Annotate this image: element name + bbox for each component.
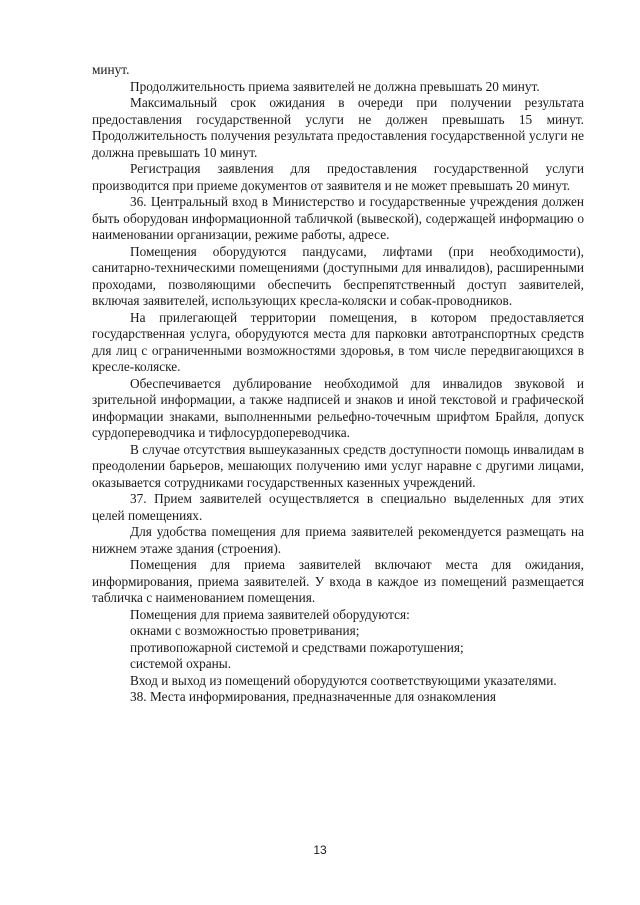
paragraph-waiting-places: Помещения для приема заявителей включают места для ожидания, информирования, приема заявителей. У входа в каждое из помещений размещается табличка с наименованием помещения.	[92, 557, 584, 605]
paragraph-equipment-security: системой охраны.	[130, 656, 232, 671]
paragraph-assistance: В случае отсутствия вышеуказанных средств доступности помощь инвалидам в преодолении барьеров, мешающих получению ими услуг наравне с другими лицами, оказывается сотрудниками государственных казенных учреждений.	[92, 441, 584, 490]
paragraph-max-waiting-time: Максимальный срок ожидания в очереди при получении результата предоставления государственной услуги не должен превышать 15 минут. Продолжительность получения результата предоставления государственной услуги не должна превышать 10 минут.	[92, 95, 584, 160]
paragraph-reception-duration: Продолжительность приема заявителей не должна превышать 20 минут.	[130, 78, 540, 94]
paragraph-braille: Обеспечивается дублирование необходимой для инвалидов звуковой и зрительной информации, а также надписей и знаков и иной текстовой и графической информации знаками, выполненными рельефно-точечным шрифтом Брайля, допуск сурдопереводчика и тифлосурдопереводчика.	[92, 375, 584, 440]
page-number: 13	[313, 843, 327, 857]
paragraph-equipment-windows: окнами с возможностью проветривания;	[130, 623, 360, 638]
paragraph-item-38: 38. Места информирования, предназначенные для ознакомления	[130, 689, 496, 704]
paragraph-signs: Вход и выход из помещений оборудуются соответствующими указателями.	[130, 672, 557, 688]
document-body	[92, 62, 584, 706]
paragraph-equipment-fire: противопожарной системой и средствами пожаротушения;	[130, 639, 464, 655]
paragraph-ramps-lifts: Помещения оборудуются пандусами, лифтами (при необходимости), санитарно-техническими помещениями (доступными для инвалидов), расширенными проходами, позволяющими обеспечить беспрепятственный доступ заявителей, включая заявителей, использующих кресла-коляски и собак-проводников.	[92, 243, 584, 308]
paragraph-equipment-intro: Помещения для приема заявителей оборудуются:	[130, 606, 410, 622]
paragraph-item-36: 36. Центральный вход в Министерство и государственные учреждения должен быть оборудован информационной табличкой (вывеской), содержащей информацию о наименовании организации, режиме работы, адресе.	[92, 194, 584, 242]
paragraph-item-37: 37. Прием заявителей осуществляется в специально выделенных для этих целей помещениях.	[92, 491, 584, 523]
paragraph-continuation: минут.	[92, 62, 130, 77]
paragraph-registration: Регистрация заявления для предоставления государственной услуги производится при приеме документов от заявителя и не может превышать 20 минут.	[92, 161, 584, 193]
paragraph-ground-floor: Для удобства помещения для приема заявителей рекомендуется размещать на нижнем этаже здания (строения).	[92, 524, 584, 556]
paragraph-parking: На прилегающей территории помещения, в котором предоставляется государственная услуга, оборудуются места для парковки автотранспортных средств для лиц с ограниченными возможностями здоровья, в том числе передвигающихся в кресле-коляске.	[92, 309, 584, 374]
